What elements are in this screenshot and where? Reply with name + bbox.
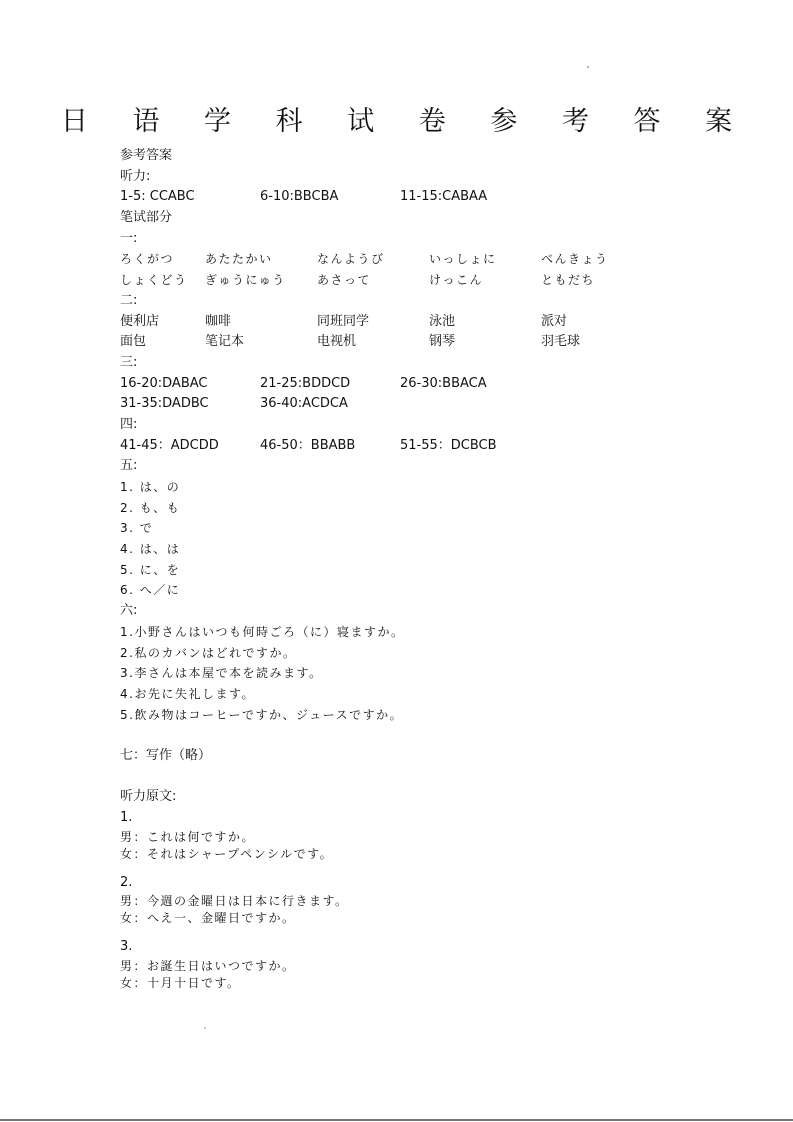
answer-key bbox=[120, 146, 720, 992]
sentence-answer: 5.飲み物はコーヒーですか、ジュースですか。 bbox=[120, 707, 404, 722]
dialogue-line: 女：へえ一、金曜日ですか。 bbox=[120, 911, 296, 926]
mc-answer: 16-20:DABAC bbox=[120, 375, 208, 391]
particle-answer: 2. も、も bbox=[120, 500, 181, 515]
stray-dot bbox=[587, 66, 589, 68]
listening-answer: 6-10:BBCBA bbox=[260, 189, 339, 205]
chinese-word: 咖啡 bbox=[205, 313, 232, 329]
section7-heading: 七：写作（略） bbox=[120, 747, 212, 763]
chinese-word: 同班同学 bbox=[317, 313, 370, 329]
mc-answer: 31-35:DADBC bbox=[120, 396, 209, 412]
written-heading: 笔试部分 bbox=[120, 210, 173, 226]
kana-word: けっこん bbox=[429, 273, 484, 288]
mc-answer: 26-30:BBACA bbox=[400, 375, 487, 391]
dialogue-number: 2. bbox=[120, 874, 133, 890]
section3-heading: 三: bbox=[120, 354, 138, 370]
section2-heading: 二: bbox=[120, 292, 138, 308]
section3-row bbox=[120, 374, 720, 395]
kana-word: しょくどう bbox=[120, 273, 188, 288]
dialogue-line: 男：お誕生日はいつですか。 bbox=[120, 959, 296, 974]
dialogue-number: 1. bbox=[120, 810, 133, 825]
section2-row bbox=[120, 312, 720, 333]
dialogue-line: 男：これは何ですか。 bbox=[120, 829, 256, 844]
section4-row bbox=[120, 436, 720, 457]
section6-heading: 六: bbox=[120, 603, 138, 619]
section4-heading: 四: bbox=[120, 416, 138, 432]
chinese-word: 派对 bbox=[541, 313, 568, 329]
dialogue-line: 女：それはシャープペンシルです。 bbox=[120, 846, 334, 861]
bottom-rule bbox=[0, 1119, 793, 1121]
kana-word: ろくがつ bbox=[120, 252, 175, 267]
listening-answer: 1-5: CCABC bbox=[120, 189, 195, 205]
listening-answer: 11-15:CABAA bbox=[400, 189, 488, 205]
section1-heading: 一: bbox=[120, 230, 138, 246]
kana-word: べんきょう bbox=[541, 252, 609, 267]
chinese-word: 笔记本 bbox=[205, 334, 245, 350]
sentence-answer: 4.お先に失礼します。 bbox=[120, 686, 255, 701]
kana-word: ぎゅうにゅう bbox=[205, 273, 286, 288]
kana-word: あたたかい bbox=[205, 252, 273, 267]
mc-answer: 41-45：ADCDD bbox=[120, 437, 219, 453]
section3-row bbox=[120, 394, 720, 415]
dialogue-number: 3. bbox=[120, 939, 133, 955]
sentence-answer: 1.小野さんはいつも何時ごろ（に）寝ますか。 bbox=[120, 624, 405, 639]
mc-answer: 46-50：BBABB bbox=[260, 437, 356, 453]
particle-answer: 4. は、は bbox=[120, 542, 181, 557]
listening-heading: 听力: bbox=[120, 168, 151, 184]
mc-answer: 51-55：DCBCB bbox=[400, 437, 497, 453]
chinese-word: 电视机 bbox=[317, 334, 357, 350]
listening-answers-row bbox=[120, 187, 720, 208]
section1-row bbox=[120, 249, 720, 270]
kana-word: あさって bbox=[317, 273, 372, 288]
answers-heading: 参考答案 bbox=[120, 148, 173, 163]
kana-word: いっしょに bbox=[429, 252, 497, 267]
kana-word: なんようび bbox=[317, 252, 385, 267]
dialogue-line: 女：十月十日です。 bbox=[120, 976, 241, 991]
chinese-word: 泳池 bbox=[429, 313, 456, 329]
script-heading: 听力原文: bbox=[120, 789, 177, 805]
sentence-answer: 3.李さんは本屋で本を読みます。 bbox=[120, 666, 323, 681]
stray-dot bbox=[204, 1027, 206, 1029]
mc-answer: 21-25:BDDCD bbox=[260, 375, 351, 391]
mc-answer: 36-40:ACDCA bbox=[260, 396, 348, 412]
chinese-word: 面包 bbox=[120, 334, 147, 350]
particle-answer: 1. は、の bbox=[120, 480, 181, 494]
section5-heading: 五: bbox=[120, 458, 138, 474]
chinese-word: 钢琴 bbox=[429, 334, 456, 350]
section1-row bbox=[120, 270, 720, 291]
dialogue-line: 男：今週の金曜日は日本に行きます。 bbox=[120, 894, 349, 909]
particle-answer: 5. に、を bbox=[120, 562, 181, 577]
particle-answer: 6. へ／に bbox=[120, 583, 181, 598]
chinese-word: 羽毛球 bbox=[541, 334, 581, 350]
kana-word: ともだち bbox=[541, 273, 596, 288]
page-title: 日 语 学 科 试 卷 参 考 答 案 bbox=[60, 106, 751, 137]
section2-row bbox=[120, 332, 720, 353]
chinese-word: 便利店 bbox=[120, 313, 160, 329]
particle-answer: 3. で bbox=[120, 521, 154, 536]
sentence-answer: 2.私のカバンはどれですか。 bbox=[120, 645, 297, 660]
